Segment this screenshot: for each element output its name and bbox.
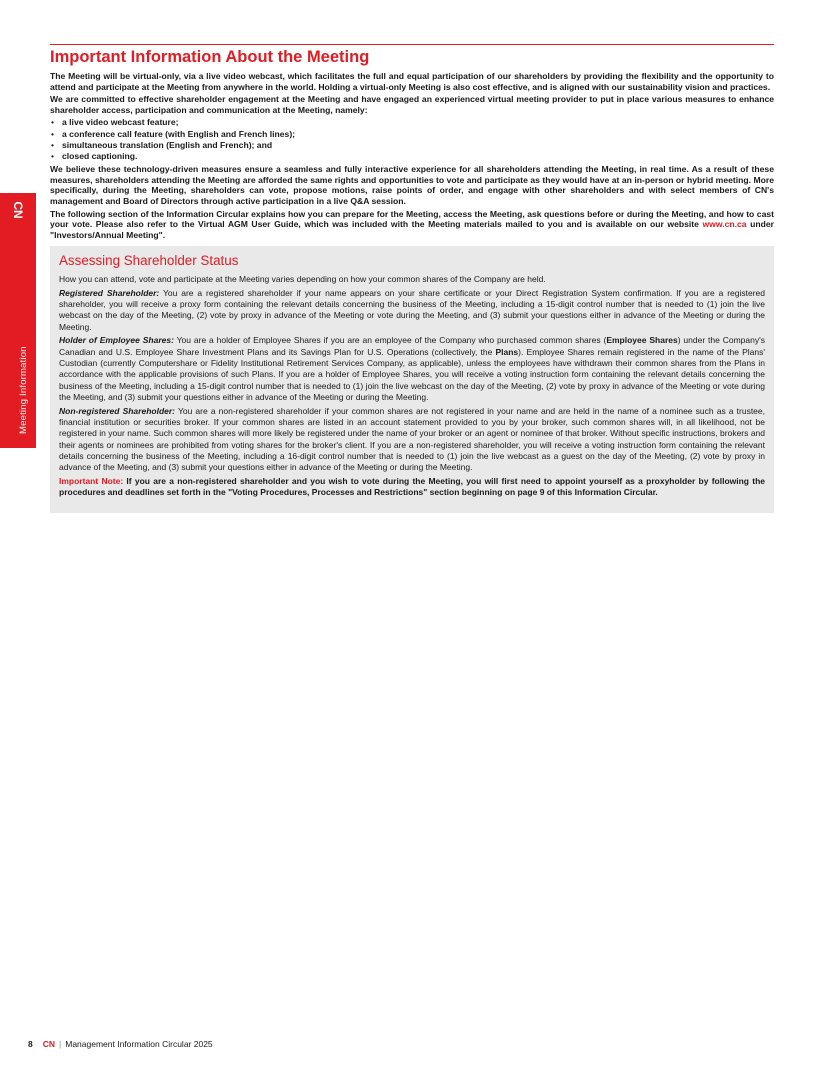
intro-paragraph-1: The Meeting will be virtual-only, via a live video webcast, which facilitates the full and equal participation of our shareholders by providing the flexibility and the opportunity to attend and participate at the Meeting from anywhere in the world. Holding a virtual-only Meeting is also cost effective, and is aligned with our sustainability vision and practices. [50, 71, 774, 92]
important-note-paragraph [59, 476, 765, 499]
nonregistered-shareholder-paragraph [59, 406, 765, 474]
side-section-label: Meeting Information [18, 346, 29, 434]
employee-shares-term: Employee Shares [606, 335, 678, 346]
page-number: 8 [28, 1039, 33, 1049]
employee-lead: Holder of Employee Shares: [59, 335, 174, 346]
side-section-tab [0, 193, 36, 448]
box-title: Assessing Shareholder Status [59, 252, 239, 268]
registered-lead: Registered Shareholder: [59, 287, 160, 298]
nonregistered-text: You are a non-registered shareholder if your common shares are not registered in your name and are held in the name of a nominee such as a trustee, financial institution or securities broker. If your common shares are listed in an account statement provided to you by your broker, such common shares will, in all likelihood, not be registered in your name. Such common shares will more likely be registered under the name of your broker or an agent or nominee of that broker. Without specific instructions, brokers and their agents or nominees are prohibited from voting shares for the broker's client. If you are a non-registered shareholder, you will receive a voting instruction form containing the relevant details concerning the business of the Meeting, including a 16-digit control number that is needed to (1) join the live webcast as a guest on the day of the Meeting, (2) vote by proxy in advance of the Meeting, and (3) submit your questions either in advance of the Meeting or during the Meeting. [59, 405, 765, 473]
list-item: • closed captioning. [50, 151, 774, 162]
employee-text-3: ). Employee Shares remain registered in the name of the Plans' Custodian (currently Computershare or Fidelity Institutional Retirement Services Company, as applicable), unless the employees have withdrawn their common shares from the Plans in accordance with the applicable provisions of such Plans. If you are a holder of Employee Shares, you will receive a voting instruction form containing the relevant details concerning the business of the Meeting, including a 15-digit control number that is needed to (1) join the live webcast on the day of the Meeting, (2) vote by proxy in advance of the Meeting or vote during the Meeting, and (3) submit your questions either in advance of the Meeting or during the Meeting. [59, 346, 765, 402]
website-link[interactable]: www.cn.ca [702, 219, 747, 230]
following-section-paragraph [50, 209, 774, 241]
shareholder-status-box [50, 246, 774, 513]
registered-text: You are a registered shareholder if your name appears on your share certificate or your Direct Registration System confirmation. If you are a registered shareholder, you will receive a proxy form containing the relevant details concerning the business of the Meeting, including a 15-digit control number that is needed to (1) join the live webcast on the day of the Meeting, (2) vote by proxy in advance of the Meeting or vote during the Meeting, and (3) submit your questions either in advance of the Meeting or during the Meeting. [59, 287, 765, 332]
footer-brand: CN [42, 1039, 56, 1049]
employee-shares-paragraph [59, 335, 765, 403]
main-content [50, 48, 774, 513]
plans-term: Plans [495, 346, 519, 357]
page-footer [28, 1039, 213, 1050]
following-text-before: The following section of the Information Circular explains how you can prepare for the Meeting, access the Meeting, ask questions before or during the Meeting, and how to cast your vote. Please also refer to the Virtual AGM User Guide, which was included with the Meeting materials mailed to you and is available on our website [50, 208, 774, 230]
employee-text-2: ) under the Company's Canadian and U.S. Employee Share Investment Plans and its Savings Plan for U.S. Operations (collectively, the [59, 335, 765, 357]
important-note-text: If you are a non-registered shareholder and you wish to vote during the Meeting, you will first need to appoint yourself as a proxyholder by following the procedures and deadlines set forth in the "Voting Procedures, Processes and Restrictions" section beginning on page 9 of this Information Circular. [59, 475, 765, 498]
list-item: • a conference call feature (with English and French lines); [50, 129, 774, 140]
footer-title: Management Information Circular 2025 [65, 1039, 213, 1049]
nonregistered-lead: Non-registered Shareholder: [59, 405, 175, 416]
registered-shareholder-paragraph [59, 288, 765, 333]
list-item: • a live video webcast feature; [50, 117, 774, 128]
technology-paragraph: We believe these technology-driven measures ensure a seamless and fully interactive experience for all shareholders attending the Meeting, in real time. As a result of these measures, shareholders attending the Meeting are afforded the same rights and opportunities to vote and participate as they would have at an in-person or hybrid meeting. More specifically, during the Meeting, shareholders can vote, propose motions, raise points of order, and engage with other shareholders and with select members of CN's management and Board of Directors through active participation in a live Q&A session. [50, 163, 774, 207]
heading-rule [50, 44, 774, 45]
following-text-after: under "Investors/Annual Meeting". [50, 219, 774, 241]
box-intro: How you can attend, vote and participate at the Meeting varies depending on how your common shares of the Company are held. [59, 273, 546, 284]
list-item: • simultaneous translation (English and French); and [50, 140, 774, 151]
page-heading: Important Information About the Meeting [50, 48, 370, 66]
important-note-label: Important Note: [59, 475, 124, 486]
footer-separator: | [59, 1039, 62, 1049]
employee-text-1: You are a holder of Employee Shares if you are an employee of the Company who purchased common shares ( [173, 335, 607, 346]
cn-logo-side: CN [11, 201, 25, 219]
measures-list [50, 117, 774, 163]
intro-paragraph-2: We are committed to effective shareholder engagement at the Meeting and have engaged an experienced virtual meeting provider to put in place various measures to enhance shareholder access, participation and communication at the Meeting, namely: [50, 94, 774, 115]
